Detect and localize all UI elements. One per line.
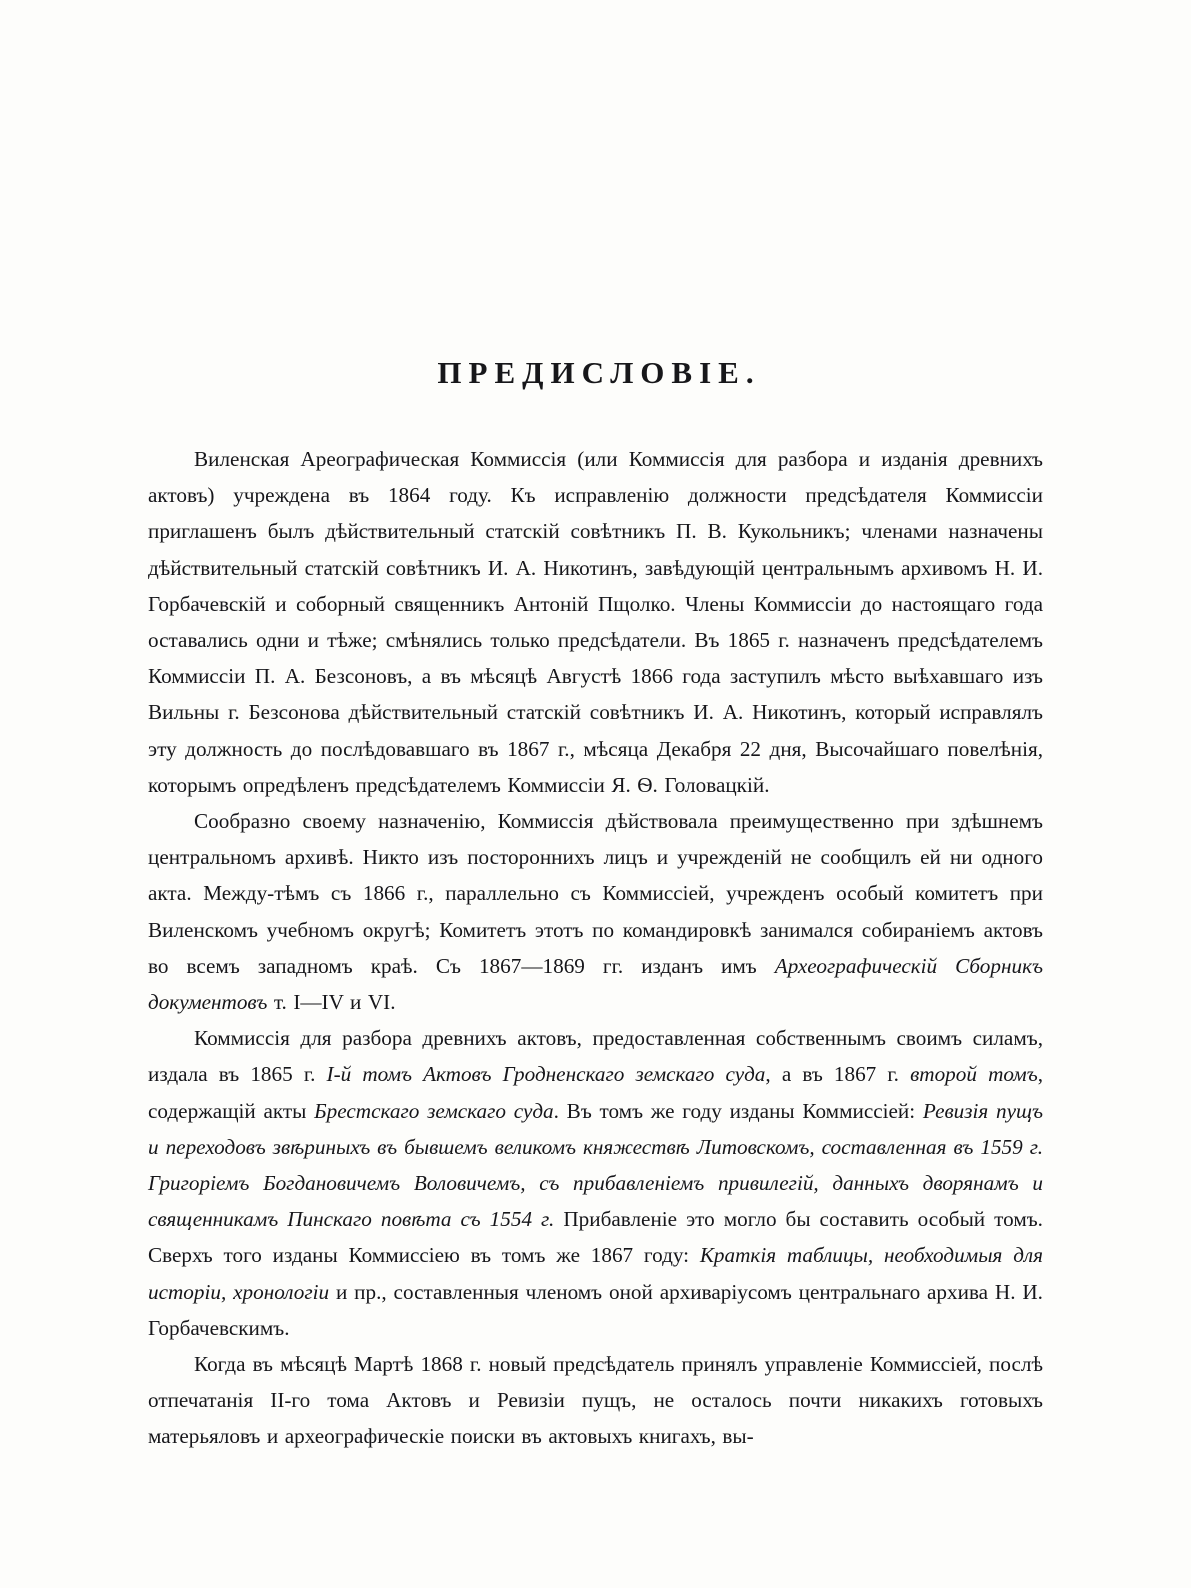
text-run: Когда въ мѣсяцѣ Мартѣ 1868 г. новый предсѣдатель принялъ управленіе Коммиссіей, послѣ отпечатанія II-го тома Актовъ и Ревизіи пущъ, не осталось почти никакихъ готовыхъ матерьяловъ и археографическіе поиски въ актовыхъ книгахъ, вы- xyxy=(148,1352,1043,1449)
text-run: Сообразно своему назначенію, Коммиссія дѣйствовала преимущественно при здѣшнемъ центральномъ архивѣ. Никто изъ постороннихъ лицъ и учрежденій не сообщилъ ей ни одного акта. Между-тѣмъ съ 1866 г., параллельно съ Коммиссіей, учрежденъ особый комитетъ при Виленскомъ учебномъ округѣ; Комитетъ этотъ по командировкѣ занимался собираніемъ актовъ во всемъ западномъ краѣ. Съ 1867—1869 гг. изданъ имъ xyxy=(148,809,1043,978)
italic-run: Ревизія пущъ и переходовъ звѣриныхъ въ бывшемъ великомъ княжествѣ Литовскомъ, составленная въ 1559 г. Григоріемъ Богдановичемъ Воловичемъ, съ прибавленіемъ привилегій, данныхъ дворянамъ и священникамъ Пинскаго повѣта съ 1554 г. xyxy=(148,1098,1043,1232)
text-run: , а въ 1867 г. xyxy=(765,1062,911,1087)
paragraph-1 xyxy=(148,441,1043,803)
text-run: Коммиссія для разбора древнихъ актовъ, предоставленная собственнымъ своимъ силамъ, издала въ 1865 г. xyxy=(148,1026,1043,1087)
text-run: Виленская Ареографическая Коммиссія (или Коммиссія для разбора и изданія древнихъ актовъ) учреждена въ 1864 году. Къ исправленію должности предсѣдателя Коммиссіи приглашенъ былъ дѣйствительный статскій совѣтникъ П. В. Кукольникъ; членами назначены дѣйствительный статскій совѣтникъ И. А. Никотинъ, завѣдующій центральнымъ архивомъ Н. И. Горбачевскій и соборный священникъ Антоній Пщолко. Члены Коммиссіи до настоящаго года оставались одни и тѣже; смѣнялись только предсѣдатели. Въ 1865 г. назначенъ предсѣдателемъ Коммиссіи П. А. Безсоновъ, а въ мѣсяцѣ Августѣ 1866 года заступилъ мѣсто выѣхавшаго изъ Вильны г. Безсонова дѣйствительный статскій совѣтникъ И. А. Никотинъ, который исправлялъ эту должность до послѣдовавшаго въ 1867 г., мѣсяца Декабря 22 дня, Высочайшаго повелѣнія, которымъ опредѣленъ предсѣдателемъ Коммиссіи Я. Ѳ. Головацкій. xyxy=(148,447,1043,797)
text-run: и пр., составленныя членомъ оной архиваріусомъ центральнаго архива Н. И. Горбачевскимъ. xyxy=(148,1279,1043,1340)
text-run: Прибавленіе это могло бы составить особый томъ. Сверхъ того изданы Коммиссіею въ томъ же 1867 году: xyxy=(148,1207,1043,1268)
italic-run: Краткія таблицы, необходимыя для исторіи, хронологіи xyxy=(148,1243,1043,1304)
page-title: ПРЕДИСЛОВІЕ. xyxy=(437,355,761,390)
italic-run: I-й томъ Актовъ Гродненскаго земскаго суда xyxy=(326,1062,766,1087)
text-run: т. I—IV и VI. xyxy=(267,990,396,1015)
page-content xyxy=(148,355,1043,1455)
italic-run: второй томъ xyxy=(910,1062,1038,1087)
paragraph-3 xyxy=(148,1020,1043,1346)
paragraph-2 xyxy=(148,803,1043,1020)
italic-run: Брестскаго земскаго суда xyxy=(314,1098,554,1123)
text-run: . Въ томъ же году изданы Коммиссіей: xyxy=(553,1098,923,1123)
paragraph-4 xyxy=(148,1346,1043,1455)
italic-run: Археографическій Сборникъ документовъ xyxy=(148,953,1043,1015)
text-run: , содержащій акты xyxy=(148,1062,1043,1123)
